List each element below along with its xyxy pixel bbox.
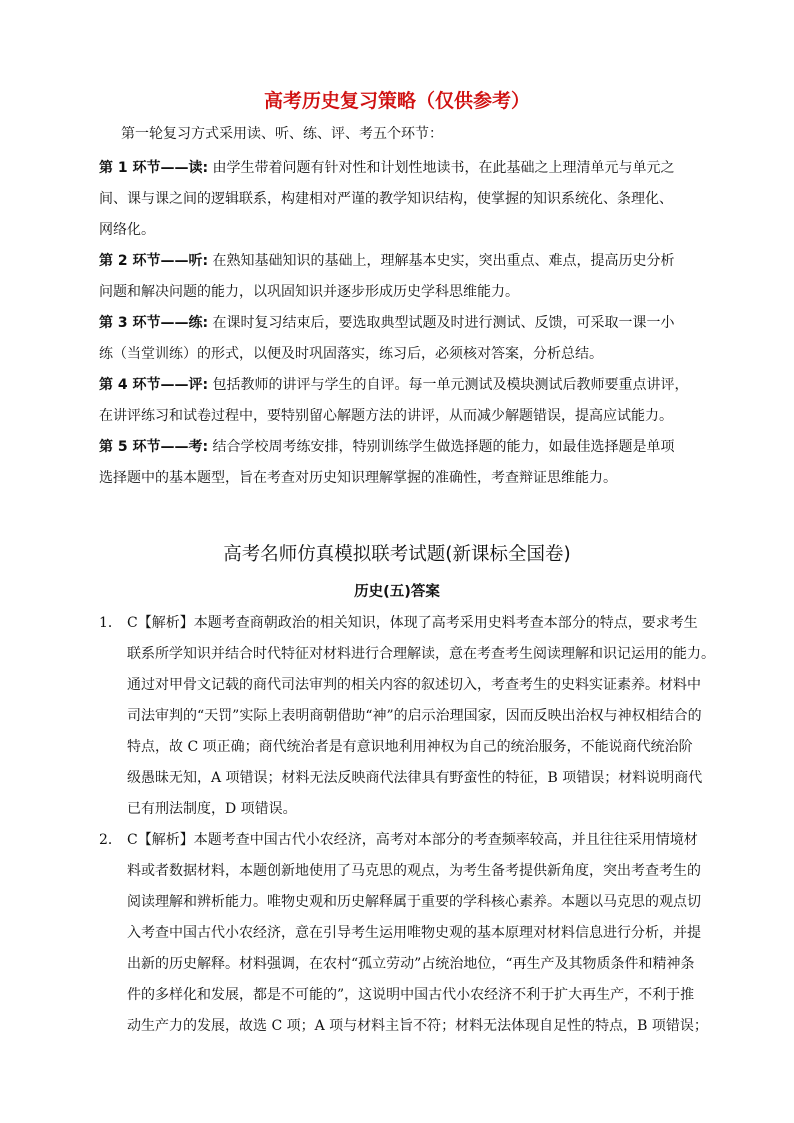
answer-text: 级愚昧无知，A 项错误；材料无法反映商代法律具有野蛮性的特征，B 项错误；材料说明商代 — [127, 770, 703, 786]
step-text: 在熟知基础知识的基础上，理解基本史实，突出重点、难点，提高历史分析 — [208, 253, 675, 269]
answer-text: 出新的历史解释。材料强调，在农村“孤立劳动”占统治地位，“再生产及其物质条件和精神条 — [127, 956, 695, 972]
answer-2 — [99, 825, 719, 1042]
exam-title: 高考名师仿真模拟联考试题(新课标全国卷) — [223, 544, 571, 565]
step-text: 练（当堂训练）的形式，以便及时巩固落实，练习后，必须核对答案，分析总结。 — [99, 346, 603, 362]
step-text: 网络化。 — [99, 222, 155, 238]
step-label: 第 4 环节——评: — [99, 377, 209, 393]
step-text: 由学生带着问题有针对性和计划性地读书，在此基础之上理清单元与单元之 — [208, 160, 675, 176]
answer-text: 件的多样化和发展，都是不可能的”，这说明中国古代小农经济不利于扩大再生产，不利于推 — [127, 987, 695, 1003]
step-text: 问题和解决问题的能力，以巩固知识并逐步形成历史学科思维能力。 — [99, 284, 519, 300]
answer-text: C【解析】本题考查商朝政治的相关知识，体现了高考采用史料考查本部分的特点，要求考生 — [127, 615, 698, 631]
answer-text: 司法审判的“天罚”实际上表明商朝借助“神”的启示治理国家，因而反映出治权与神权相结合的 — [127, 708, 702, 724]
answer-number: 1． — [99, 615, 122, 631]
answer-text: 特点，故 C 项正确；商代统治者是有意识地利用神权为自己的统治服务，不能说商代统治阶 — [127, 739, 693, 755]
answer-1 — [99, 608, 719, 825]
strategy-steps — [99, 153, 699, 494]
step-label: 第 3 环节——练: — [99, 315, 209, 331]
answer-text: 动生产力的发展，故选 C 项；A 项与材料主旨不符；材料无法体现自足性的特点，B 项错误； — [127, 1018, 708, 1034]
answer-list — [99, 608, 719, 1042]
strategy-title: 高考历史复习策略（仅供参考） — [263, 90, 530, 112]
exam-subject: 历史(五)答案 — [354, 584, 440, 600]
step-text: 间、课与课之间的逻辑联系，构建相对严谨的教学知识结构，使掌握的知识系统化、条理化、 — [99, 191, 673, 207]
step-3 — [99, 308, 699, 370]
step-5 — [99, 432, 699, 494]
answer-text: 联系所学知识并结合时代特征对材料进行合理解读，意在考查考生阅读理解和识记运用的能力。 — [127, 646, 715, 662]
step-text: 包括教师的讲评与学生的自评。每一单元测试及模块测试后教师要重点讲评， — [208, 377, 689, 393]
strategy-intro: 第一轮复习方式采用读、听、练、评、考五个环节： — [121, 126, 443, 142]
step-text: 选择题中的基本题型，旨在考查对历史知识理解掌握的准确性，考查辩证思维能力。 — [99, 470, 617, 486]
answer-text: 通过对甲骨文记载的商代司法审判的相关内容的叙述切入，考查考生的史料实证素养。材料中 — [127, 677, 701, 693]
step-label: 第 5 环节——考: — [99, 439, 209, 455]
step-label: 第 1 环节——读: — [99, 160, 209, 176]
step-4 — [99, 370, 699, 432]
step-text: 在课时复习结束后，要选取典型试题及时进行测试、反馈，可采取一课一小 — [208, 315, 675, 331]
answer-text: 已有刑法制度，D 项错误。 — [127, 801, 297, 817]
answer-text: 料或者数据材料，本题创新地使用了马克思的观点，为考生备考提供新角度，突出考查考生的 — [127, 863, 701, 879]
step-text: 在讲评练习和试卷过程中，要特别留心解题方法的讲评，从而减少解题错误，提高应试能力。 — [99, 408, 673, 424]
answer-number: 2． — [99, 832, 122, 848]
answer-text: C【解析】本题考查中国古代小农经济，高考对本部分的考查频率较高，并且往往采用情境材 — [127, 832, 698, 848]
step-1 — [99, 153, 699, 246]
answer-text: 阅读理解和辨析能力。唯物史观和历史解释属于重要的学科核心素养。本题以马克思的观点切 — [127, 894, 701, 910]
step-text: 结合学校周考练安排，特别训练学生做选择题的能力，如最佳选择题是单项 — [208, 439, 675, 455]
answer-text: 入考查中国古代小农经济，意在引导考生运用唯物史观的基本原理对材料信息进行分析，并提 — [127, 925, 701, 941]
step-label: 第 2 环节——听: — [99, 253, 209, 269]
step-2 — [99, 246, 699, 308]
